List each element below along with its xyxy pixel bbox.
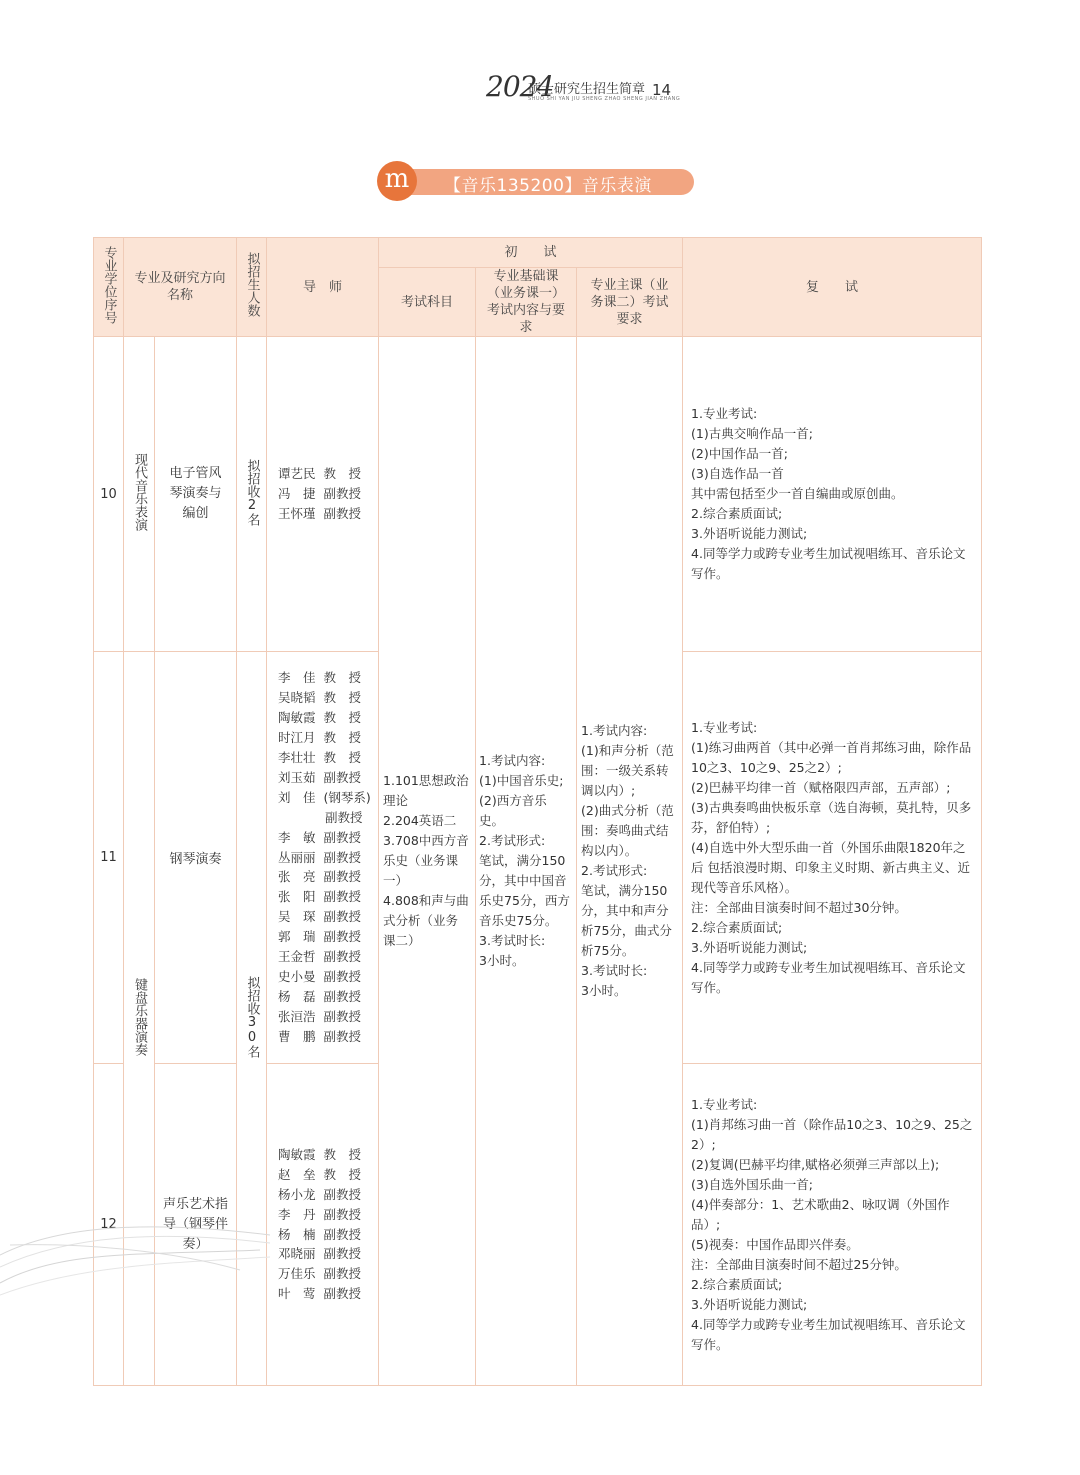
tutor-entry: 陶敏霞 教 授 (278, 1146, 361, 1162)
section-banner (377, 161, 697, 201)
retest-requirements: 1.专业考试: (1)古典交响作品一首; (2)中国作品一首; (3)自选作品一首 其中需包括至少一首自编曲或原创曲。 2.综合素质面试; 3.外语听说能力测试; 4.同等学力或跨专业考生加试视唱练耳、音乐论文写作。 (683, 337, 982, 652)
header-retest: 复 试 (683, 238, 982, 337)
header-tutor: 导 师 (267, 238, 379, 337)
tutor-entry: 吴晓韬 教 授 (278, 690, 361, 706)
basic-course-requirements: 1.考试内容: (1)中国音乐史; (2)西方音乐史。 2.考试形式: 笔试，满分150分，其中中国音乐史75分，西方音乐史75分。 3.考试时长: 3小时。 (476, 337, 577, 1386)
row-direction: 电子管风琴演奏与编创 (155, 337, 237, 652)
tutor-entry: 李 佳 教 授 (278, 670, 361, 686)
tutor-entry: 丛丽丽 副教授 (278, 849, 361, 865)
tutor-entry: 李壮壮 教 授 (278, 750, 361, 766)
retest-requirements: 1.专业考试: (1)肖邦练习曲一首（除作品10之3、10之9、25之2）; (2)复调(巴赫平均律,赋格必须弹三声部以上); (3)自选外国乐曲一首; (4)伴奏部分：1、艺术歌曲2、咏叹调（外国作品）; (5)视奏：中国作品即兴伴奏。 注：全部曲目演奏时间不超过25分钟。 2.综合素质面试; 3.外语听说能力测试; 4.同等学力或跨专业考生加试视唱练耳、音乐论文写作。 (683, 1064, 982, 1386)
tutor-entry: 张洹浩 副教授 (278, 1008, 361, 1024)
page-number: 14 (652, 81, 672, 99)
row-tutors (267, 1064, 379, 1386)
tutor-entry: 邓晓丽 副教授 (278, 1246, 361, 1262)
row-tutors (267, 652, 379, 1064)
header-quota: 拟招生人数 (237, 238, 267, 337)
row-seq: 10 (94, 337, 124, 652)
tutor-entry: 杨小龙 副教授 (278, 1186, 361, 1202)
main-course-requirements: 1.考试内容: (1)和声分析（范围：一级关系转调以内）; (2)曲式分析（范围：奏鸣曲式结构以内）。 2.考试形式: 笔试，满分150分，其中和声分析75分，曲式分析75分。 3.考试时长: 3小时。 (577, 337, 683, 1386)
header-major: 专业及研究方向名称 (124, 238, 237, 337)
row-tutors (267, 337, 379, 652)
tutor-entry: 刘 佳 (钢琴系) (278, 789, 371, 805)
tutor-entry: 郭 瑞 副教授 (278, 929, 361, 945)
tutor-entry: 吴 琛 副教授 (278, 909, 361, 925)
tutor-entry: 冯 捷 副教授 (278, 486, 361, 502)
tutor-entry: 史小曼 副教授 (278, 968, 361, 984)
header-subjects: 考试科目 (379, 268, 476, 337)
tutor-entry: 张 阳 副教授 (278, 889, 361, 905)
tutor-entry: 杨 楠 副教授 (278, 1226, 361, 1242)
tutor-entry: 陶敏霞 教 授 (278, 710, 361, 726)
row-direction: 钢琴演奏 (155, 652, 237, 1064)
admissions-table (93, 237, 982, 1386)
tutor-entry: 王金哲 副教授 (278, 949, 361, 965)
music-logo-icon: m (377, 161, 417, 201)
header-title: 硕士研究生招生简章 (528, 82, 646, 97)
tutor-entry: 副教授 (325, 809, 363, 825)
tutor-entry: 杨 磊 副教授 (278, 988, 361, 1004)
row-direction: 声乐艺术指导（钢琴伴奏） (155, 1064, 237, 1386)
tutor-entry: 叶 莺 副教授 (278, 1286, 361, 1302)
header-prelim: 初 试 (379, 238, 683, 268)
row-group: 现代音乐表演 (124, 337, 155, 652)
row-quota: 拟招收30名 (237, 652, 267, 1386)
tutor-entry: 李 敏 副教授 (278, 829, 361, 845)
section-title-bar (410, 169, 694, 195)
exam-subjects: 1.101思想政治理论 2.204英语二 3.708中西方音乐史（业务课一） 4.808和声与曲式分析（业务课二） (379, 337, 476, 1386)
section-title: 【音乐135200】音乐表演 (444, 176, 652, 196)
header-year: 2024 (486, 70, 554, 103)
tutor-entry: 赵 垒 教 授 (278, 1166, 361, 1182)
header-basic: 专业基础课（业务课一）考试内容与要求 (476, 268, 577, 337)
row-quota: 拟招收2名 (237, 337, 267, 652)
header-pinyin: SHUO SHI YAN JIU SHENG ZHAO SHENG JIAN ZHANG (528, 96, 681, 102)
tutor-entry: 李 丹 副教授 (278, 1206, 361, 1222)
tutor-entry: 张 亮 副教授 (278, 869, 361, 885)
retest-requirements: 1.专业考试: (1)练习曲两首（其中必弹一首肖邦练习曲，除作品10之3、10之9、25之2）; (2)巴赫平均律一首（赋格限四声部，五声部）; (3)古典奏鸣曲快板乐章（选自海顿，莫扎特，贝多芬，舒伯特）; (4)自选中外大型乐曲一首（外国乐曲限1820年之后 包括浪漫时期、印象主义时期、新古典主义、近现代等音乐风格）。 注：全部曲目演奏时间不超过30分钟。 2.综合素质面试; 3.外语听说能力测试; 4.同等学力或跨专业考生加试视唱练耳、音乐论文写作。 (683, 652, 982, 1064)
header-main: 专业主课（业务课二）考试要求 (577, 268, 683, 337)
tutor-entry: 曹 鹏 副教授 (278, 1028, 361, 1044)
tutor-entry: 万佳乐 副教授 (278, 1266, 361, 1282)
tutor-entry: 谭艺民 教 授 (278, 466, 361, 482)
row-seq: 11 (94, 652, 124, 1064)
row-group: 键盘乐器演奏 (124, 652, 155, 1386)
tutor-entry: 王怀瑾 副教授 (278, 505, 361, 521)
row-seq: 12 (94, 1064, 124, 1386)
tutor-entry: 时江月 教 授 (278, 730, 361, 746)
tutor-entry: 刘玉茹 副教授 (278, 769, 361, 785)
page-header (486, 70, 706, 106)
header-seq: 专业学位序号 (94, 238, 124, 337)
table-row (94, 337, 982, 652)
